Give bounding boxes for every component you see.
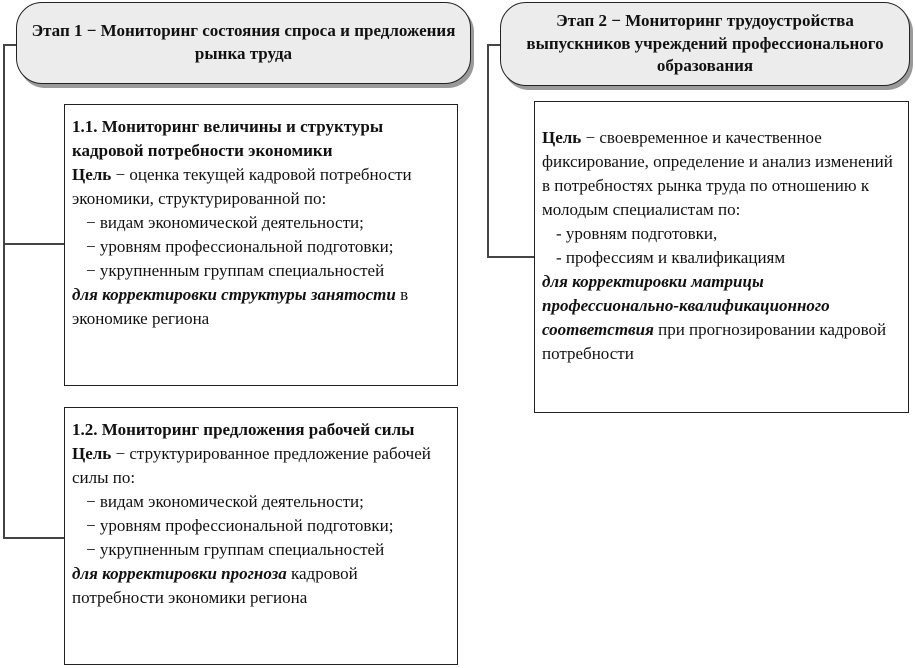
box2-purpose-tail: кадровой потребности экономики региона xyxy=(72,564,358,607)
box3-purpose xyxy=(542,270,902,366)
stage1-connector-top xyxy=(3,44,17,46)
box2-heading: 1.2. Мониторинг предложения рабочей силы xyxy=(72,420,415,439)
box1-heading: 1.1. Мониторинг величины и структуры кадровой потребности экономики xyxy=(72,117,384,160)
box1-goal-text: − оценка текущей кадровой потребности экономики, структурированной по: xyxy=(72,165,412,208)
box1-goal-label: Цель xyxy=(72,165,112,184)
box2-item: − укрупненным группам специальностей xyxy=(86,540,385,559)
box1-purpose xyxy=(72,283,451,331)
box1-goal xyxy=(72,163,451,211)
box2-goal-text: − структурированное предложение рабочей силы по: xyxy=(72,444,431,487)
box3-goal-text: − своевременное и качественное фиксирование, определение и анализ изменений в потребностях рынка труда по отношению к молодым специалистам по: xyxy=(542,128,893,219)
stage2-header xyxy=(500,2,910,86)
stage2-connector-vertical xyxy=(487,44,489,257)
stage1-header xyxy=(16,2,471,84)
stage2-connector-top xyxy=(487,44,501,46)
box1-purpose-tail: в экономике региона xyxy=(72,285,409,328)
box-graduate-employment xyxy=(534,101,909,413)
box2-goal xyxy=(72,442,451,490)
box1-item: − видам экономической деятельности; xyxy=(86,213,364,232)
box3-purpose-tail: при прогнозировании кадровой потребности xyxy=(542,320,887,363)
box3-item: - профессиям и квалификациям xyxy=(556,248,786,267)
box3-goal-label: Цель xyxy=(542,128,582,147)
stage1-connector-vertical xyxy=(3,44,5,538)
stage2-title: Этап 2 − Мониторинг трудоустройства выпускников учреждений профессионального образования xyxy=(526,10,884,76)
stage2-connector-box xyxy=(487,256,534,258)
box2-item: − видам экономической деятельности; xyxy=(86,492,364,511)
box3-goal xyxy=(542,126,902,222)
box3-purpose-emph: для корректировки матрицы профессионально-квалификационного соответствия xyxy=(542,272,830,339)
box1-item: − уровням профессиональной подготовки; xyxy=(86,237,394,256)
box1-purpose-emph: для корректировки структуры занятости xyxy=(72,285,396,304)
box2-purpose xyxy=(72,562,451,610)
stage1-connector-box1 xyxy=(3,243,64,245)
stage1-title: Этап 1 − Мониторинг состояния спроса и предложения рынка труда xyxy=(31,21,456,63)
stage1-connector-box2 xyxy=(3,537,64,539)
box1-item: − укрупненным группам специальностей xyxy=(86,261,385,280)
box2-purpose-emph: для корректировки прогноза xyxy=(72,564,287,583)
box-supply-monitoring xyxy=(64,407,458,665)
box3-item: - уровням подготовки, xyxy=(556,224,718,243)
box-demand-monitoring xyxy=(64,104,458,386)
box2-item: − уровням профессиональной подготовки; xyxy=(86,516,394,535)
box2-goal-label: Цель xyxy=(72,444,112,463)
